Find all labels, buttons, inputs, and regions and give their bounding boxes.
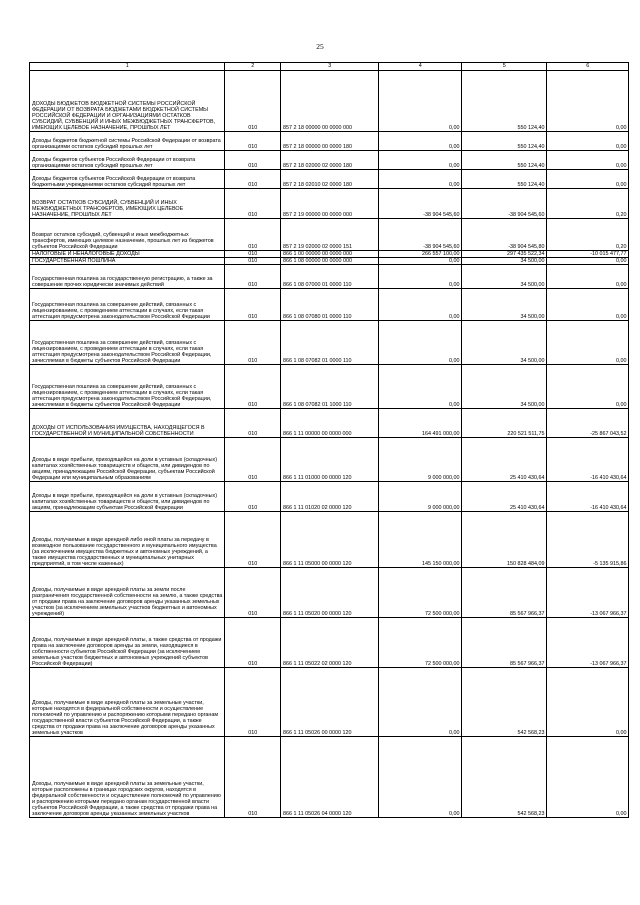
row-kbk-cell: 857 2 18 02000 02 0000 180 xyxy=(281,151,379,170)
row-name-cell: Доходы, получаемые в виде арендной либо иной платы за передачу в возмездное пользование государственного и муниципального имущества (за исключением имущества бюджетных и автономных учреждений, а также имущества государственных и муниципальных унитарных предприятий, в том числе казенных) xyxy=(30,512,225,568)
row-name-cell: Государственная пошлина за совершение действий, связанных с лицензированием, с проведением аттестации в случаях, если такая аттестация предусмотрена законодательством Российской Федерации xyxy=(30,289,225,321)
column-header: 1 xyxy=(30,63,225,71)
row-code-cell: 010 xyxy=(225,132,281,151)
row-code-cell: 010 xyxy=(225,737,281,818)
row-kbk-cell: 857 2 18 02010 02 0000 180 xyxy=(281,170,379,189)
table-row xyxy=(30,265,629,289)
row-code-cell: 010 xyxy=(225,258,281,265)
row-name-cell: Государственная пошлина за совершение действий, связанных с лицензированием, с проведением аттестации в случаях, если такая аттестация предусмотрена законодательством Российской Федерации, зачисляемая в бюджеты субъектов Российской Федерации xyxy=(30,321,225,365)
row-planned-cell: 0,00 xyxy=(379,258,462,265)
row-name-cell: Государственная пошлина за государственную регистрацию, а также за совершение прочих юридически значимых действий xyxy=(30,265,225,289)
row-kbk-cell: 866 1 08 07000 01 0000 110 xyxy=(281,265,379,289)
row-unexecuted-cell: -10 015 477,77 xyxy=(547,251,629,258)
row-planned-cell: 9 000 000,00 xyxy=(379,438,462,482)
row-unexecuted-cell: 0,00 xyxy=(547,321,629,365)
table-row xyxy=(30,409,629,438)
row-planned-cell: 9 000 000,00 xyxy=(379,482,462,512)
row-name-cell: Доходы, получаемые в виде арендной платы, а также средства от продажи права на заключение договоров аренды за земли, находящиеся в собственности субъектов Российской Федерации (за исключением земельных участков бюджетных и автономных учреждений субъектов Российской Федерации) xyxy=(30,618,225,668)
row-planned-cell: 0,00 xyxy=(379,737,462,818)
row-kbk-cell: 857 2 18 00000 00 0000 000 xyxy=(281,71,379,132)
row-planned-cell: 0,00 xyxy=(379,151,462,170)
row-executed-cell: 85 567 966,37 xyxy=(462,618,547,668)
table-row xyxy=(30,219,629,251)
row-planned-cell: 0,00 xyxy=(379,265,462,289)
row-kbk-cell: 866 1 11 01020 02 0000 120 xyxy=(281,482,379,512)
table-row xyxy=(30,438,629,482)
row-executed-cell: 220 521 511,75 xyxy=(462,409,547,438)
row-kbk-cell: 866 1 08 07082 01 0000 110 xyxy=(281,321,379,365)
row-executed-cell: 34 500,00 xyxy=(462,289,547,321)
row-kbk-cell: 866 1 11 05000 00 0000 120 xyxy=(281,512,379,568)
table-row xyxy=(30,289,629,321)
row-planned-cell: 72 500 000,00 xyxy=(379,568,462,618)
row-executed-cell: 542 568,23 xyxy=(462,737,547,818)
row-kbk-cell: 866 1 11 05022 02 0000 120 xyxy=(281,618,379,668)
row-kbk-cell: 866 1 11 05026 04 0000 120 xyxy=(281,737,379,818)
row-unexecuted-cell: -16 410 430,64 xyxy=(547,438,629,482)
row-kbk-cell: 857 2 18 00000 00 0000 180 xyxy=(281,132,379,151)
row-kbk-cell: 866 1 11 01000 00 0000 120 xyxy=(281,438,379,482)
row-unexecuted-cell: 0,00 xyxy=(547,289,629,321)
row-unexecuted-cell: -13 067 966,37 xyxy=(547,618,629,668)
row-planned-cell: 0,00 xyxy=(379,170,462,189)
row-executed-cell: 34 500,00 xyxy=(462,265,547,289)
row-unexecuted-cell: 0,20 xyxy=(547,189,629,219)
row-planned-cell: 0,00 xyxy=(379,668,462,737)
row-name-cell: ГОСУДАРСТВЕННАЯ ПОШЛИНА xyxy=(30,258,225,265)
row-name-cell: Доходы, получаемые в виде арендной платы за земли после разграничения государственной собственности на землю, а также средства от продажи права на заключение договоров аренды указанных земельных участков (за исключением земельных участков бюджетных и автономных учреждений) xyxy=(30,568,225,618)
row-code-cell: 010 xyxy=(225,219,281,251)
row-code-cell: 010 xyxy=(225,265,281,289)
row-kbk-cell: 866 1 08 07082 01 1000 110 xyxy=(281,365,379,409)
row-executed-cell: 297 435 522,34 xyxy=(462,251,547,258)
table-header-row xyxy=(30,63,629,71)
row-unexecuted-cell: -16 410 430,64 xyxy=(547,482,629,512)
row-name-cell: Доходы в виде прибыли, приходящейся на доли в уставных (складочных) капиталах хозяйственных товариществ и обществ, или дивидендов по акциям, принадлежащим субъектам Российской Федерации xyxy=(30,482,225,512)
row-unexecuted-cell: -13 067 966,37 xyxy=(547,568,629,618)
row-code-cell: 010 xyxy=(225,189,281,219)
row-planned-cell: -38 904 545,60 xyxy=(379,189,462,219)
row-code-cell: 010 xyxy=(225,512,281,568)
revenue-report-table xyxy=(29,62,629,818)
table-row xyxy=(30,668,629,737)
row-executed-cell: 542 568,23 xyxy=(462,668,547,737)
row-unexecuted-cell: 0,00 xyxy=(547,170,629,189)
row-code-cell: 010 xyxy=(225,71,281,132)
row-name-cell: ДОХОДЫ ОТ ИСПОЛЬЗОВАНИЯ ИМУЩЕСТВА, НАХОДЯЩЕГОСЯ В ГОСУДАРСТВЕННОЙ И МУНИЦИПАЛЬНОЙ СОБСТВЕННОСТИ xyxy=(30,409,225,438)
row-unexecuted-cell: 0,00 xyxy=(547,365,629,409)
column-header: 3 xyxy=(281,63,379,71)
row-code-cell: 010 xyxy=(225,170,281,189)
row-name-cell: ДОХОДЫ БЮДЖЕТОВ БЮДЖЕТНОЙ СИСТЕМЫ РОССИЙСКОЙ ФЕДЕРАЦИИ ОТ ВОЗВРАТА БЮДЖЕТАМИ БЮДЖЕТНОЙ СИСТЕМЫ РОССИЙСКОЙ ФЕДЕРАЦИИ И ОРГАНИЗАЦИЯМИ ОСТАТКОВ СУБСИДИЙ, СУБВЕНЦИЙ И ИНЫХ МЕЖБЮДЖЕТНЫХ ТРАНСФЕРТОВ, ИМЕЮЩИХ ЦЕЛЕВОЕ НАЗНАЧЕНИЕ, ПРОШЛЫХ ЛЕТ xyxy=(30,71,225,132)
row-planned-cell: 266 557 100,00 xyxy=(379,251,462,258)
row-unexecuted-cell: 0,00 xyxy=(547,668,629,737)
row-name-cell: Доходы в виде прибыли, приходящейся на доли в уставных (складочных) капиталах хозяйственных товариществ и обществ, или дивидендов по акциям, принадлежащим Российской Федерации, субъектам Российской Федерации или муниципальным образованиям xyxy=(30,438,225,482)
row-code-cell: 010 xyxy=(225,438,281,482)
column-header: 5 xyxy=(462,63,547,71)
row-kbk-cell: 866 1 11 05026 00 0000 120 xyxy=(281,668,379,737)
row-code-cell: 010 xyxy=(225,668,281,737)
row-code-cell: 010 xyxy=(225,251,281,258)
row-planned-cell: 0,00 xyxy=(379,365,462,409)
row-executed-cell: -38 904 545,60 xyxy=(462,189,547,219)
row-code-cell: 010 xyxy=(225,409,281,438)
table-row xyxy=(30,151,629,170)
row-planned-cell: 0,00 xyxy=(379,132,462,151)
row-planned-cell: 0,00 xyxy=(379,71,462,132)
row-kbk-cell: 866 1 00 00000 00 0000 000 xyxy=(281,251,379,258)
row-unexecuted-cell: 0,00 xyxy=(547,737,629,818)
row-kbk-cell: 857 2 19 00000 00 0000 000 xyxy=(281,189,379,219)
row-executed-cell: 150 828 484,09 xyxy=(462,512,547,568)
row-unexecuted-cell: -25 867 043,52 xyxy=(547,409,629,438)
row-name-cell: Доходы бюджетов субъектов Российской Федерации от возврата организациями остатков субсидий прошлых лет xyxy=(30,151,225,170)
row-code-cell: 010 xyxy=(225,151,281,170)
row-planned-cell: 72 500 000,00 xyxy=(379,618,462,668)
row-name-cell: Доходы, получаемые в виде арендной платы за земельные участки, которые расположены в границах городских округов, находятся в федеральной собственности и осуществление полномочий по управлению и распоряжению которыми передано органам государственной власти субъектов Российской Федерации, а также средства от продажи права на заключение договоров аренды указанных земельных участков xyxy=(30,737,225,818)
table-row xyxy=(30,568,629,618)
row-executed-cell: 34 500,00 xyxy=(462,321,547,365)
table-row xyxy=(30,258,629,265)
row-planned-cell: 145 150 000,00 xyxy=(379,512,462,568)
row-executed-cell: 550 124,40 xyxy=(462,170,547,189)
column-header: 2 xyxy=(225,63,281,71)
table-row xyxy=(30,71,629,132)
row-code-cell: 010 xyxy=(225,321,281,365)
row-executed-cell: 550 124,40 xyxy=(462,132,547,151)
row-unexecuted-cell: -5 135 915,86 xyxy=(547,512,629,568)
row-code-cell: 010 xyxy=(225,289,281,321)
table-row xyxy=(30,132,629,151)
table-row xyxy=(30,482,629,512)
row-kbk-cell: 866 1 08 00000 00 0000 000 xyxy=(281,258,379,265)
row-name-cell: НАЛОГОВЫЕ И НЕНАЛОГОВЫЕ ДОХОДЫ xyxy=(30,251,225,258)
row-name-cell: Доходы бюджетов бюджетной системы Российской Федерации от возврата организациями остатков субсидий прошлых лет xyxy=(30,132,225,151)
row-unexecuted-cell: 0,00 xyxy=(547,151,629,170)
row-executed-cell: 550 124,40 xyxy=(462,71,547,132)
row-executed-cell: 25 410 430,64 xyxy=(462,482,547,512)
row-kbk-cell: 866 1 11 05020 00 0000 120 xyxy=(281,568,379,618)
table-row xyxy=(30,618,629,668)
row-unexecuted-cell: 0,00 xyxy=(547,132,629,151)
row-name-cell: Доходы, получаемые в виде арендной платы за земельные участки, которые находятся в федеральной собственности и осуществление полномочий по управлению и распоряжению которыми передано органам государственной власти субъектов Российской Федерации, а также средства от продажи права на заключение договоров аренды указанных земельных участков xyxy=(30,668,225,737)
row-kbk-cell: 866 1 11 00000 00 0000 000 xyxy=(281,409,379,438)
table-row xyxy=(30,321,629,365)
table-row xyxy=(30,737,629,818)
row-executed-cell: 34 500,00 xyxy=(462,365,547,409)
column-header: 4 xyxy=(379,63,462,71)
row-unexecuted-cell: 0,20 xyxy=(547,219,629,251)
row-code-cell: 010 xyxy=(225,618,281,668)
row-executed-cell: 550 124,40 xyxy=(462,151,547,170)
row-name-cell: Государственная пошлина за совершение действий, связанных с лицензированием, с проведением аттестации в случаях, если такая аттестация предусмотрена законодательством Российской Федерации, зачисляемая в бюджеты субъектов Российской Федерации xyxy=(30,365,225,409)
row-unexecuted-cell: 0,00 xyxy=(547,258,629,265)
row-code-cell: 010 xyxy=(225,568,281,618)
row-executed-cell: -38 904 545,80 xyxy=(462,219,547,251)
row-name-cell: Доходы бюджетов субъектов Российской Федерации от возврата бюджетными учреждениями остатков субсидий прошлых лет xyxy=(30,170,225,189)
row-unexecuted-cell: 0,00 xyxy=(547,265,629,289)
table-row xyxy=(30,170,629,189)
row-name-cell: Возврат остатков субсидий, субвенций и иных межбюджетных трансфертов, имеющих целевое назначение, прошлых лет из бюджетов субъектов Российской Федерации xyxy=(30,219,225,251)
row-planned-cell: 0,00 xyxy=(379,289,462,321)
row-executed-cell: 25 410 430,64 xyxy=(462,438,547,482)
table-row xyxy=(30,512,629,568)
row-planned-cell: 164 491 000,00 xyxy=(379,409,462,438)
column-header: 6 xyxy=(547,63,629,71)
row-code-cell: 010 xyxy=(225,482,281,512)
table-row xyxy=(30,251,629,258)
row-kbk-cell: 866 1 08 07080 01 0000 110 xyxy=(281,289,379,321)
row-executed-cell: 85 567 966,37 xyxy=(462,568,547,618)
row-planned-cell: 0,00 xyxy=(379,321,462,365)
row-kbk-cell: 857 2 19 02000 02 0000 151 xyxy=(281,219,379,251)
row-code-cell: 010 xyxy=(225,365,281,409)
row-name-cell: ВОЗВРАТ ОСТАТКОВ СУБСИДИЙ, СУБВЕНЦИЙ И ИНЫХ МЕЖБЮДЖЕТНЫХ ТРАНСФЕРТОВ, ИМЕЮЩИХ ЦЕЛЕВОЕ НАЗНАЧЕНИЕ, ПРОШЛЫХ ЛЕТ xyxy=(30,189,225,219)
table-row xyxy=(30,365,629,409)
row-planned-cell: -38 904 545,60 xyxy=(379,219,462,251)
row-executed-cell: 34 500,00 xyxy=(462,258,547,265)
page-number: 25 xyxy=(316,42,324,51)
row-unexecuted-cell: 0,00 xyxy=(547,71,629,132)
table-row xyxy=(30,189,629,219)
